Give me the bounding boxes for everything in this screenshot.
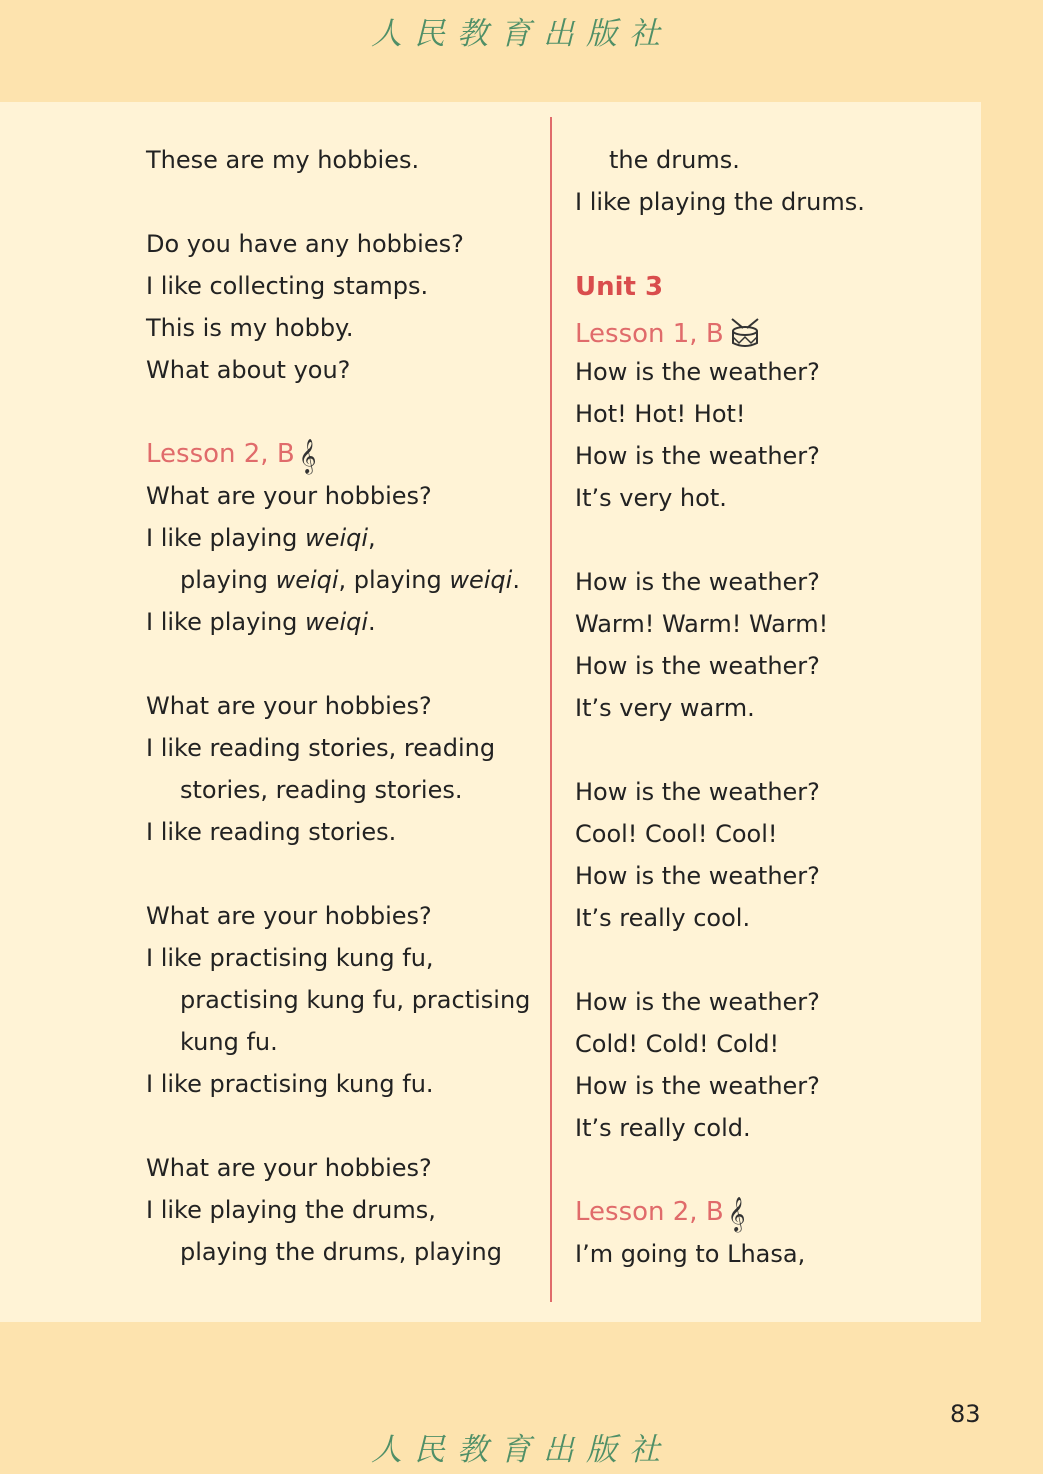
text-line: Cool! Cool! Cool!	[575, 820, 778, 848]
text-line: Hot! Hot! Hot!	[575, 400, 746, 428]
text-line: How is the weather?	[575, 862, 820, 890]
text-line: How is the weather?	[575, 652, 820, 680]
lesson-heading-label: Lesson 2, B	[146, 439, 295, 469]
text-line: I like practising kung fu.	[146, 1070, 434, 1098]
column-divider	[550, 117, 552, 1302]
treble-clef-icon: 𝄞	[298, 439, 317, 474]
text-line: These are my hobbies.	[146, 146, 420, 174]
text-line	[146, 566, 541, 608]
text-fragment: ,	[368, 524, 376, 552]
lesson-heading-label: Lesson 1, B	[575, 319, 724, 349]
italic-term: weiqi	[305, 524, 369, 552]
text-fragment: .	[512, 566, 520, 594]
text-line: I like playing the drums.	[575, 188, 865, 216]
text-line: How is the weather?	[575, 1072, 820, 1100]
text-line: What are your hobbies?	[146, 902, 432, 930]
text-fragment: .	[368, 608, 376, 636]
text-line: How is the weather?	[575, 778, 820, 806]
text-line: This is my hobby.	[146, 314, 354, 342]
text-line: Do you have any hobbies?	[146, 230, 464, 258]
text-line: I like practising kung fu,	[146, 944, 434, 972]
lesson-heading	[575, 316, 955, 358]
text-line: kung fu.	[180, 1028, 278, 1056]
text-line: stories, reading stories.	[180, 776, 463, 804]
right-column	[575, 146, 955, 1282]
text-line: practising kung fu, practising	[180, 986, 531, 1014]
text-line: I like collecting stamps.	[146, 272, 429, 300]
text-fragment: playing	[180, 566, 276, 594]
publisher-watermark-bottom: 人民教育出版社	[371, 1432, 672, 1468]
text-line: How is the weather?	[575, 442, 820, 470]
publisher-watermark-top: 人民教育出版社	[371, 16, 672, 52]
text-line: Cold! Cold! Cold!	[575, 1030, 780, 1058]
text-line: How is the weather?	[575, 358, 820, 386]
page-number: 83	[950, 1400, 981, 1428]
text-line: playing the drums, playing	[180, 1238, 502, 1266]
lesson-heading	[575, 1198, 955, 1240]
text-line	[146, 524, 541, 566]
text-line	[146, 608, 541, 650]
text-line: Warm! Warm! Warm!	[575, 610, 829, 638]
text-line: How is the weather?	[575, 568, 820, 596]
text-line: It’s really cold.	[575, 1114, 751, 1142]
text-fragment: I like playing	[146, 608, 306, 636]
italic-term: weiqi	[449, 566, 513, 594]
text-line: What are your hobbies?	[146, 1154, 432, 1182]
unit-heading: Unit 3	[575, 272, 664, 302]
italic-term: weiqi	[275, 566, 339, 594]
left-column	[146, 146, 541, 1280]
text-fragment: , playing	[338, 566, 450, 594]
italic-term: weiqi	[305, 608, 369, 636]
text-line: the drums.	[609, 146, 740, 174]
text-line: I like reading stories.	[146, 818, 397, 846]
text-line: I like playing the drums,	[146, 1196, 436, 1224]
text-line: What are your hobbies?	[146, 482, 432, 510]
lesson-heading-label: Lesson 2, B	[575, 1197, 724, 1227]
text-line: I like reading stories, reading	[146, 734, 496, 762]
text-line: It’s very warm.	[575, 694, 755, 722]
text-line: How is the weather?	[575, 988, 820, 1016]
text-fragment: I like playing	[146, 524, 306, 552]
text-line: I’m going to Lhasa,	[575, 1240, 806, 1268]
text-line: What about you?	[146, 356, 351, 384]
lesson-heading	[146, 440, 541, 482]
drum-icon	[728, 316, 762, 356]
text-line: What are your hobbies?	[146, 692, 432, 720]
treble-clef-icon: 𝄞	[727, 1197, 746, 1232]
text-line: It’s really cool.	[575, 904, 751, 932]
text-line: It’s very hot.	[575, 484, 727, 512]
